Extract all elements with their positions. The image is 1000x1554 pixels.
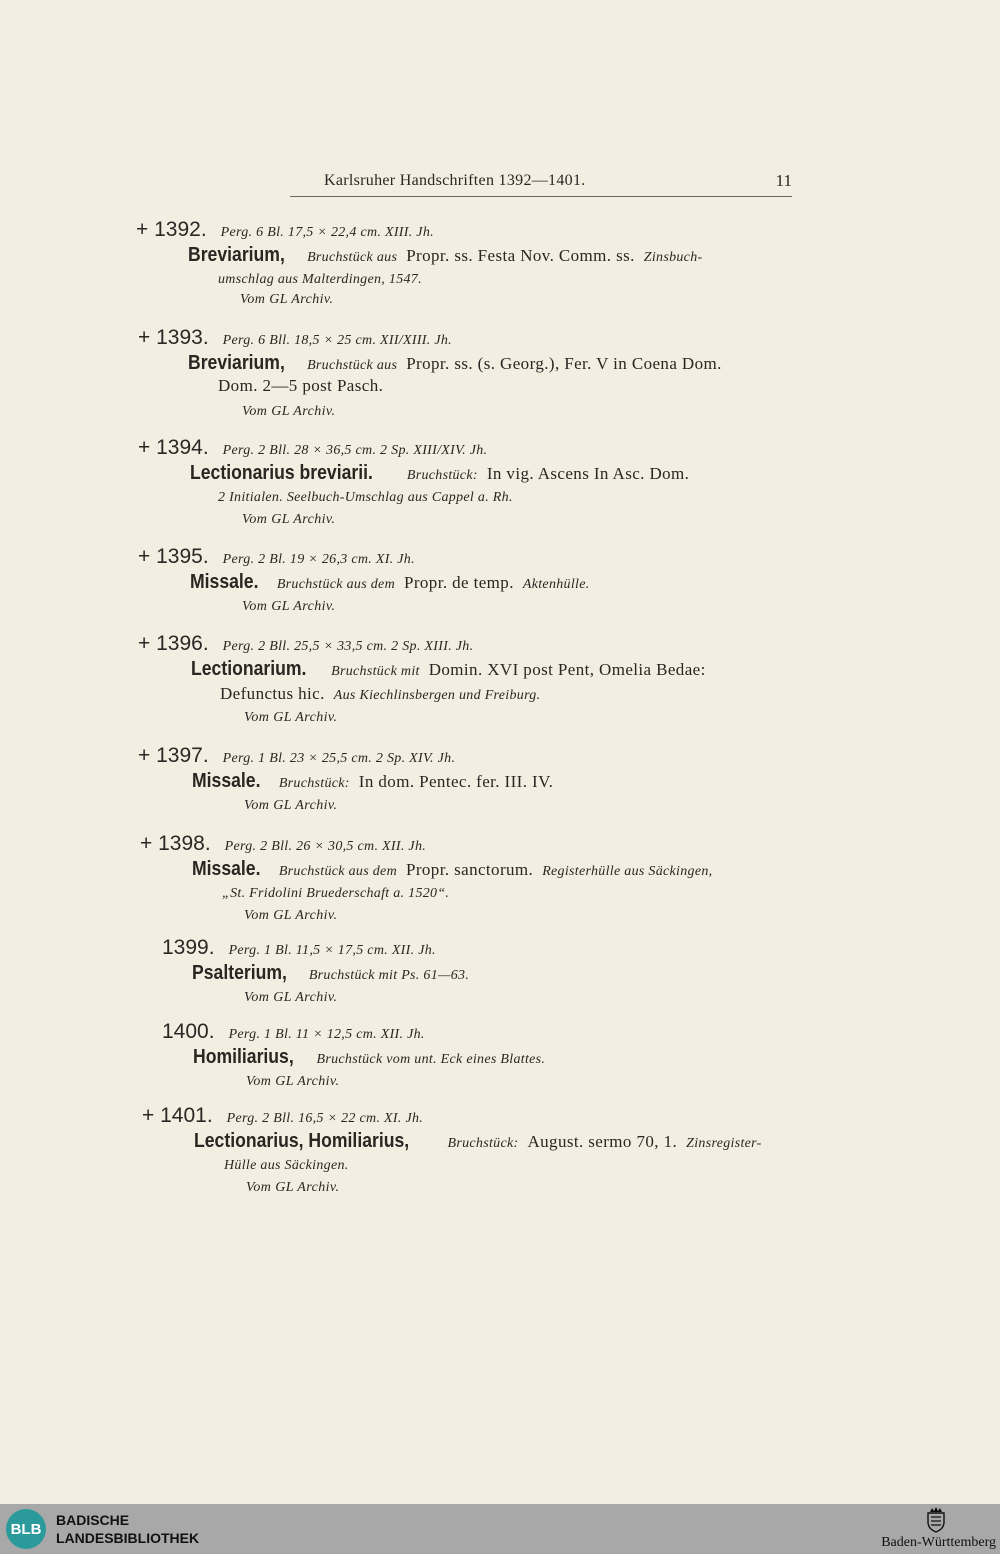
entry-line [224,1154,349,1174]
library-name [56,1511,199,1547]
entry-note: Bruchstück mit Ps. 61—63. [308,968,470,983]
entry-note: Zinsbuch- [643,250,703,265]
entry-provenance: Vom GL Archiv. [246,1074,340,1089]
entry-note: Bruchstück mit [331,664,420,679]
entry-line [220,684,540,704]
entry-line [246,1176,339,1196]
entry-heading [162,936,436,960]
entry-note: Bruchstück: [278,776,350,791]
running-header [290,168,792,197]
entry-line [240,288,333,308]
entry-title: Psalterium, [192,962,287,984]
entry-provenance: Vom GL Archiv. [244,710,338,725]
entry-note: Bruchstück aus [307,250,398,265]
entry-physical-description: Perg. 2 Bll. 28 × 36,5 cm. 2 Sp. XIII/XIV. Jh. [222,443,488,458]
entry-physical-description: Perg. 2 Bl. 19 × 26,3 cm. XI. Jh. [222,552,415,567]
entry-line [218,486,513,506]
entry-line [192,770,553,793]
entry-title: Missale. [190,571,259,593]
entry-line [244,904,337,924]
entry-line [191,658,706,681]
entry-physical-description: Perg. 2 Bll. 16,5 × 22 cm. XI. Jh. [226,1111,424,1126]
entry-number: 1400. [162,1020,215,1043]
entry-note: Bruchstück: [447,1136,519,1151]
entry-line [190,462,689,485]
entry-content: In dom. Pentec. fer. III. IV. [358,772,554,791]
entry-number: + 1393. [138,326,209,349]
entry-note: Aktenhülle. [522,577,590,592]
entry-note: Registerhülle aus Säckingen, [542,864,713,879]
entry-note: Aus Kiechlinsbergen und Freiburg. [333,688,541,703]
entry-heading [162,1020,425,1044]
entry-title: Breviarium, [188,244,285,266]
entry-number: 1399. [162,936,215,959]
entry-line [246,1070,339,1090]
entry-note: Bruchstück aus dem [278,864,397,879]
entry-physical-description: Perg. 2 Bll. 25,5 × 33,5 cm. 2 Sp. XIII. Jh. [222,639,474,654]
entry-title: Breviarium, [188,352,285,374]
entry-physical-description: Perg. 2 Bll. 26 × 30,5 cm. XII. Jh. [224,839,427,854]
entry-line [192,962,469,985]
entry-note: Bruchstück aus [307,358,398,373]
entry-physical-description: Perg. 6 Bll. 18,5 × 25 cm. XII/XIII. Jh. [222,333,452,348]
entry-provenance: Vom GL Archiv. [242,599,336,614]
entry-line [244,706,337,726]
entry-line [188,244,702,267]
entry-line [188,352,722,375]
entry-title: Lectionarius breviarii. [190,462,373,484]
entry-line [194,1130,762,1153]
entry-provenance: Vom GL Archiv. [246,1180,340,1195]
entry-content: Domin. XVI post Pent, Omelia Bedae: [428,660,706,679]
entry-note: „St. Fridolini Bruederschaft a. 1520“. [222,886,450,901]
entry-provenance: Vom GL Archiv. [242,512,336,527]
entry-number: + 1395. [138,545,209,568]
entry-note: Hülle aus Säckingen. [224,1158,349,1173]
entry-note: Zinsregister- [686,1136,762,1151]
entry-heading [138,744,455,768]
entry-heading [138,326,452,350]
entry-content: Propr. de temp. [403,573,514,592]
entry-content: Propr. ss. (s. Georg.), Fer. V in Coena Dom. [406,354,722,373]
coat-of-arms-icon [926,1507,946,1533]
entry-content: Propr. ss. Festa Nov. Comm. ss. [406,246,635,265]
entry-note: Bruchstück vom unt. Eck eines Blattes. [316,1052,546,1067]
page-number: 11 [775,171,792,190]
entry-line [218,268,422,288]
entry-note: umschlag aus Malterdingen, 1547. [218,272,422,287]
library-name-line1: BADISCHE [56,1512,130,1528]
blb-logo-icon [6,1509,46,1549]
entry-line [242,595,335,615]
entry-physical-description: Perg. 1 Bl. 11 × 12,5 cm. XII. Jh. [228,1027,425,1042]
entry-number: + 1392. [136,218,207,241]
entry-title: Missale. [192,858,261,880]
entry-number: + 1401. [142,1104,213,1127]
entry-note: Bruchstück aus dem [276,577,395,592]
entry-line [242,508,335,528]
entry-provenance: Vom GL Archiv. [242,404,336,419]
library-name-line2: LANDESBIBLIOTHEK [56,1530,200,1546]
entry-line [244,794,337,814]
header-title: Karlsruher Handschriften 1392—1401. [324,172,586,189]
logo-text: BLB [10,1520,42,1538]
entry-title: Homiliarius, [193,1046,294,1068]
entry-number: + 1397. [138,744,209,767]
entry-line [218,376,383,396]
entry-note: 2 Initialen. Seelbuch-Umschlag aus Cappel a. Rh. [218,490,513,505]
entry-content: Defunctus hic. [220,684,325,703]
entry-line [190,571,590,594]
entry-line [222,882,449,902]
entry-provenance: Vom GL Archiv. [244,908,338,923]
entry-heading [138,436,487,460]
entry-number: + 1394. [138,436,209,459]
entry-provenance: Vom GL Archiv. [244,990,338,1005]
entry-line [242,400,335,420]
entry-content: In vig. Ascens In Asc. Dom. [486,464,690,483]
entry-physical-description: Perg. 1 Bl. 11,5 × 17,5 cm. XII. Jh. [228,943,436,958]
footer-bar [0,1504,1000,1554]
entry-content: Dom. 2—5 post Pasch. [218,376,384,395]
entry-content: August. sermo 70, 1. [527,1132,678,1151]
entry-heading [138,632,473,656]
entry-line [192,858,712,881]
entry-note: Bruchstück: [406,468,478,483]
entry-provenance: Vom GL Archiv. [244,798,338,813]
entry-title: Lectionarium. [191,658,307,680]
entry-number: + 1396. [138,632,209,655]
entry-line [244,986,337,1006]
entry-physical-description: Perg. 1 Bl. 23 × 25,5 cm. 2 Sp. XIV. Jh. [222,751,456,766]
entry-content: Propr. sanctorum. [405,860,534,879]
entry-provenance: Vom GL Archiv. [240,292,334,307]
entry-physical-description: Perg. 6 Bl. 17,5 × 22,4 cm. XIII. Jh. [220,225,434,240]
entry-title: Lectionarius, Homiliarius, [194,1130,410,1152]
entry-title: Missale. [192,770,261,792]
entry-heading [142,1104,423,1128]
entry-line [193,1046,545,1069]
entry-heading [138,545,415,569]
entry-heading [140,832,426,856]
state-name: Baden-Württemberg [881,1535,996,1550]
entry-heading [136,218,434,242]
entry-number: + 1398. [140,832,211,855]
